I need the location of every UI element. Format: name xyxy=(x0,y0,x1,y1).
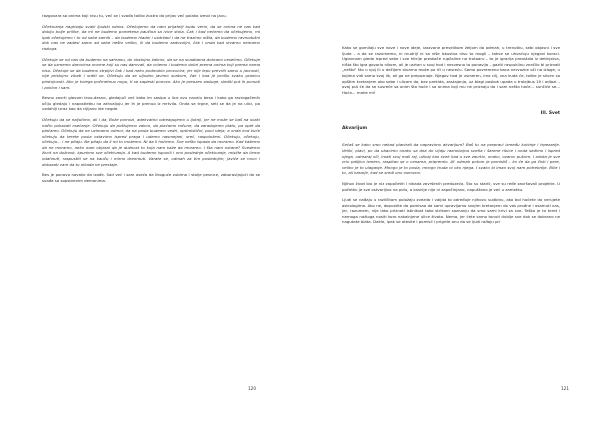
paragraph: razgovara sa onima koji nisu tu, već se i svađa toliko žustro da prijav već polako izmoi na javu. xyxy=(42,13,227,18)
paragraph: Ljudi se nađaju u različitom položaju zvezda i valjda to određuje njihovu sudbinu, ako bol hoćete da verujete astrologima. Ako ne, dopustite da pomisao da sami upravljamo svojim kretanjem do vas prođne i osamuti vas, jer, razumem, nije lako priznati istinitost tako strikom saznanju da smo sami krivi za sve. Teško je to teret i nemoga nažloga nositi koro nakalnjene ulice života. Nema, jer ćete samo tonuti dublje sve dok se dobrano ne nagutate blata. Dakle, ipak se otesite i pomisli i prigrite onu da se ljudi rađaju pri xyxy=(342,197,560,225)
section-title: Akvarijum xyxy=(342,126,368,132)
left-page-text xyxy=(42,13,260,188)
right-page-text xyxy=(342,45,560,230)
paragraph: Očekuje se od nas da budemo na sahranu, do obstojno žalimo, da se na svadbama dobrano veselimo. Očekuje se da uzmemo darovima onome koji su nas darovali, da volemo i budemo dobri prema onima koji prema nama nisu. Očekuje se da budemo strpljivi čak i kad neko podmuklo provocira, jer nije lepo prevriti samu u javnosti, nije pristojno vikati i srditi se. Očekuju da se ulјudno javimo svakom, čak i kad je prošlo svaku granicu pristojnosti. Ako je kolega počmetnuo nogu, ti se saplesti ponovo. Ako je preuzeo zasluge, slediti put ih ponudi i poklon i sam. xyxy=(42,56,260,90)
paragraph: Sećaš se kako smo nekad planirali da napravimo akvarijum? Baš tu na prepravi između kuhinje i trpezarije. Veliki, plavi, po da ubacimo onako sa dna do vijaju raznobojna svetla i šarene ribice i onda sedimo i ispred njega, odmaraj oči, imati svoj mali raj, uživaj kao svek kad u sve zavrtio, onako, ozarov pukom. I zaista je sve vrlo palijivo izmero, raspitao se o cenama, pripremio. Al' odmah potom je pomisliš – ko će da ga čisti i pere, veliko je to ulaganje. Mnogo je to posla, mnogo truda ni oko njega. I svako bi imao svoj nam potrebnije. Biće i to, ali kasnije, kad se sredi ono osnovno. xyxy=(342,142,560,176)
paragraph: Očekivanja nagrizaju svaki ljudski odnos. Očekujemo da nam prijatelji budu verni, da se ovima ne nas kad dobiju bolje prilike, da mi ne budemo pometena paučina sa ivice stola. Čak i kad nećemo da očekujemo, mi ipak očekujemo i to od sebe samih – da budemo hladni i uzdržani i da ne trazimo ništa, da budemo ravnodušni dok nas ne zadesi samo ad sebe nešto veliko, ili da budemo zadovoljni, čak i onda kad stvarno nemamo razloga. xyxy=(42,23,260,51)
paragraph: Bes je ponovo navalio da izađe. Sad već i sam oseća da likoguće zubima i stolje pesnice, zaboravljajući da se svađa sa sopstvenim demonima. xyxy=(42,172,260,183)
section-number: III. Svet xyxy=(540,111,560,117)
right-page xyxy=(300,0,600,423)
page-number: 120 xyxy=(248,386,256,391)
page-number: 121 xyxy=(561,386,569,391)
paragraph: Njihov život bio je niz započetih i nikada završenih preduzeća. Što su starili, sve su ređe završavali projekte. U početku je sve ostvarljivo na polu, a kasnije nije ni započinjano, napuštano je već u zametku. xyxy=(342,180,560,192)
paragraph: Očekuju da se naljutimo, ali i da, Bože pomozi, adekvatno odreagujemo u ljutnji, jer ne može se baš na svaki način pokazati osećanje. Očekuju da poštujemo zakon, da plaćamo račune, da zaradujemo platu, pa opet da plaćamo. Očekuju da ne uzimamo odmor, da na posla budemo vedri, optimistični, puni ideja, a onda kod kuće očekuju da terete posla ostavimo ispred praga i udemo nasmejani, sreć, raspoloženi. Očekuju, očekuju, očekuju... i ne pitaju. Ne pitaju da li mi to možemo. Ni da li hoćemo. Sve nešto ispada da moramo. Kad kažemo da ne moramo, neko nam objasni da je dužnost to koja nam kaže da moramo. I šta nam ostane? Svedemo život na dužnost, kpunimo sve očekivanja. A kad budemo ispunili i ono poslednje očekivanje, mislite da ćemo odahnuti, raspustiti se na kauču i mirno drenmuti. Varate se, odmah za tim poslednjim, javiće se novo i dokazati vam da to nikada ne prestaje. xyxy=(42,116,260,167)
paragraph: Besno zavrti glavom levo-desno, gledajući već kako im sasipa u lice ovu navalu besa i kako ga razrogačenih očiju gledaju i napostletku na zahvaljuju jer ih je prenuo iz mrtvila. Onda se trgne, seti se da je na ulici, pa uzdahlji izraz kao da cijljano ide negde. xyxy=(42,95,260,112)
paragraph: Kako se gomilaju sve nove i nove ideje, izazvane prevelikom željom da odmah, u trenutku, sebi objasni i sve ljude – a da se razumemo, ni mudriji ni sa više iskustva nisu to mogli – takve se uhvaćuju njegovi koraci. Uglavnom gleda ispred sebe i sve hitrije preskače rupčaline na trotoaru – to je igrarija preostala iz detinjstva, ništa što igra govorio nikom, ali je usrtan u svoj hod i nesvesno to ponavlja – gaziti raspuklinu značilo bi prizvati „nešto“ što u njoj ili u dečijem stvarno može po ići u nesreću. Samo povremeno baca nervozne oči na izloge, u kojima vidi samo svoj lik, ali ga ne prepoznaje. Njegov hod je usmeren, ima cilj, zna kuda će, tolike je sliven sa opštim kretanjem oko sebe i ulicom da, bez prekida, zastajanja, uz blagi poskok upada u trolejbus 19 i odlazi... ovaj put će da se susreće sa onim što hoće i sa onima koji mu ne priznaju da i sam nešto hoće... sunčiće se... Hoće... mahe mi! xyxy=(342,45,560,95)
